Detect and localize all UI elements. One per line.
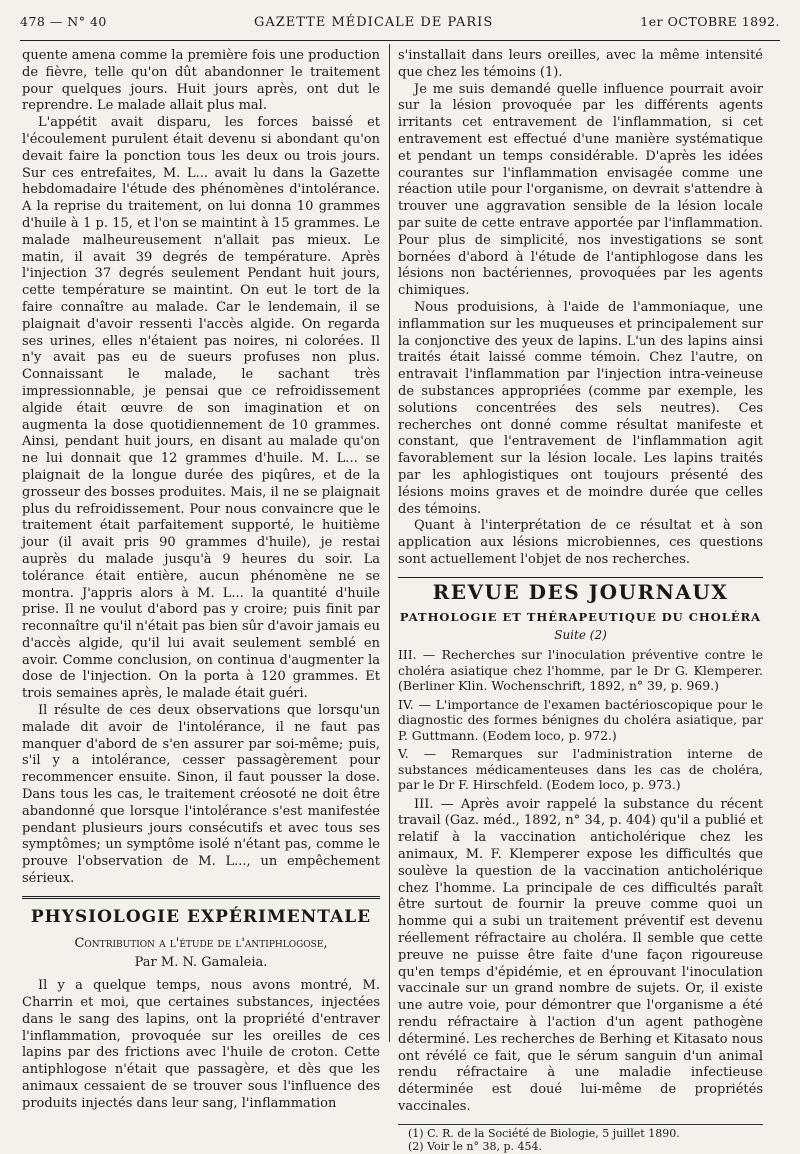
section-title: REVUE DES JOURNAUX [432,579,729,604]
article-author: Par M. N. Gamaleia. [134,955,268,971]
reference-item: V. — Remarques sur l'administration interne de substances médicamenteuses dans les cas de choléra, par le Dr F. Hirschfeld. (Eodem loco, p. 973.) [398,746,763,793]
section-rule [398,577,763,578]
page-header [20,14,780,36]
issue-date: 1er OCTOBRE 1892. [640,14,780,29]
footnote: (2) Voir le n° 38, p. 454. [408,1140,543,1154]
paragraph: Quant à l'interprétation de ce résultat et à son application aux lésions microbiennes, ces questions sont actuellement l'objet de nos recherches. [398,518,763,567]
section-rule [22,896,380,897]
journal-title: GAZETTE MÉDICALE DE PARIS [253,15,494,30]
section-title: PHYSIOLOGIE EXPÉRIMENTALE [30,906,372,927]
paragraph: Il résulte de ces deux observations que lorsqu'un malade dit avoir de l'intolérance, il ne faut pas manquer d'abord de s'en assurer par soi-même; puis, s'il y a intolérance, cesser passagèrement pour recommencer ensuite. Sinon, il faut pousser la dose. Dans tous les cas, le traitement créosoté ne doit être abandonné que lorsque l'intolérance s'est manifestée pendant plusieurs jours consécutifs et avec tous ses symptômes; un symptôme isolé n'étant pas, comme le prouve l'observation de M. L..., un empêchement sérieux. [22,703,380,887]
reference-item: III. — Recherches sur l'inoculation préventive contre le choléra asiatique chez l'homme, par le Dr G. Klemperer. (Berliner Klin. Wochenschrift, 1892, n° 39, p. 969.) [398,647,763,694]
paragraph: s'installait dans leurs oreilles, avec la même intensité que chez les témoins (1). [398,48,763,80]
page-number: 478 — N° 40 [20,14,107,29]
paragraph: Il y a quelque temps, nous avons montré, M. Charrin et moi, que certaines substances, injectées dans le sang des lapins, ont la propriété d'entraver l'inflammation, provoquée sur les oreilles de ces lapins par des frictions avec l'huile de croton. Cette antiphlogose n'était que passagère, et dès que les animaux cessaient de se trouver sous l'influence des produits injectés dans leur sang, l'inflammation [22,978,380,1111]
paragraph: III. — Après avoir rappelé la substance du récent travail (Gaz. méd., 1892, n° 34, p. 404) qu'il a publié et relatif à la vaccination anticholérique chez les animaux, M. F. Klemperer expose les difficultés que soulève la question de la vaccination anticholérique chez l'homme. La principale de ces difficultés paraît être surtout de fournir la preuve comme quoi un homme qui a subi un traitement préventif est devenu réellement réfractaire au choléra. Il semble que cette preuve ne puisse être faite d'une façon rigoureuse qu'en temps d'épidémie, et en éprouvant l'inoculation vaccinale sur un grand nombre de sujets. Or, il existe une autre voie, pour démontrer que l'organisme a été rendu réfractaire à l'action d'un agent pathogène déterminé. Les recherches de Berhing et Kitasato nous ont révélé ce fait, que le sérum sanguin d'un animal rendu réfractaire à une maladie infectieuse déterminée est doué lui-même de propriétés vaccinales. [398,796,763,1114]
section-subtitle: PATHOLOGIE ET THÉRAPEUTIQUE DU CHOLÉRA [399,609,762,624]
paragraph: quente amena comme la première fois une production de fièvre, telle qu'on dût abandonner le traitement pour quelques jours. Huit jours après, ont dut le reprendre. Le malade allait plus mal. [22,48,381,114]
suite-label: Suite (2) [554,628,607,643]
footnote: (1) C. R. de la Société de Biologie, 5 juillet 1890. [408,1126,680,1140]
right-column [398,48,763,1154]
section-rule [22,898,380,899]
header-rule [20,40,780,41]
reference-item: IV. — L'importance de l'examen bactérioscopique pour le diagnostic des formes bénignes du choléra asiatique, par P. Guttmann. (Eodem loco, p. 972.) [398,696,763,743]
footnotes [398,1124,763,1154]
left-column [22,48,380,1113]
paragraph: Je me suis demandé quelle influence pourrait avoir sur la lésion provoquée par les différents agents irritants cet entravement de l'inflammation, si cet entravement est effectué d'une manière systématique et pendant un temps considérable. D'après les idées courantes sur l'inflammation envisagée comme une réaction utile pour l'organisme, on devrait s'attendre à trouver une aggravation sensible de la lésion locale par suite de cette entrave apportée par l'inflammation. Pour plus de simplicité, nos investigations se sont bornées d'abord à l'étude de l'antiphlogose dans les lésions non bactériennes, provoquées par les agents chimiques. [398,81,763,299]
article-title: Contribution a l'étude de l'antiphlogose, [74,935,328,951]
paragraph: L'appétit avait disparu, les forces baissé et l'écoulement purulent était devenu si abondant qu'on devait faire la ponction tous les deux ou trois jours. Sur ces entrefaites, M. L... avait lu dans la Gazette hebdomadaire l'étude des phénomènes d'intolérance. A la reprise du traitement, on lui donna 10 grammes d'huile à 1 p. 15, et l'on se maintint à 15 grammes. Le malade malheureusement n'allait pas mieux. Le matin, il avait 39 degrés de température. Après l'injection 37 degrés seulement Pendant huit jours, cette température se maintint. On eut le tort de la faire connaître au malade. Car le lendemain, il se plaignait d'avoir ressenti l'accès algide. On regarda ses urines, elles n'étaient pas noires, ni colorées. Il n'y avait pas eu de sueurs profuses non plus. Connaissant le malade, le sachant très impressionnable, je pensai que ce refroidissement algide était œuvre de son imagination et on augmenta la dose quotidiennement de 10 grammes. Ainsi, pendant huit jours, en disant au malade qu'on ne lui donnait que 12 grammes d'huile. M. L... se plaignait de la longue durée des piqûres, et de la grosseur des bosses produites. Mais, il ne se plaignait plus du refroidissement. Pour nous convaincre que le traitement était parfaitement supporté, le huitième jour (il avait pris 90 grammes d'huile), je restai auprès du malade jusqu'à 9 heures du soir. La tolérance était entière, aucun phénomène ne se montra. J'appris alors à M. L... la quantité d'huile prise. Il ne voulut d'abord pas y croire; puis finit par reconnaître qu'il n'était pas bien sûr d'avoir jamais eu d'accès algide, qu'il lui avait seulement semblé en avoir. Comme conclusion, on continua d'augmenter la dose de l'injection. On la porta à 120 grammes. Et trois semaines après, le malade était guéri. [22,115,380,702]
column-divider [389,44,390,1042]
paragraph: Nous produisions, à l'aide de l'ammoniaque, une inflammation sur les muqueuses et principalement sur la conjonctive des yeux de lapins. L'un des lapins ainsi traités était laissé comme témoin. Chez l'autre, on entravait l'inflammation par l'injection intra-veineuse de substances appropriées (comme par exemple, les solutions concentrées des sels neutres). Ces recherches ont donné comme résultat manifeste et constant, que l'entravement de l'inflammation agit favorablement sur la lésion locale. Les lapins traités par les aphlogistiques ont toujours présenté des lésions moins graves et de moindre durée que celles des témoins. [398,299,763,517]
